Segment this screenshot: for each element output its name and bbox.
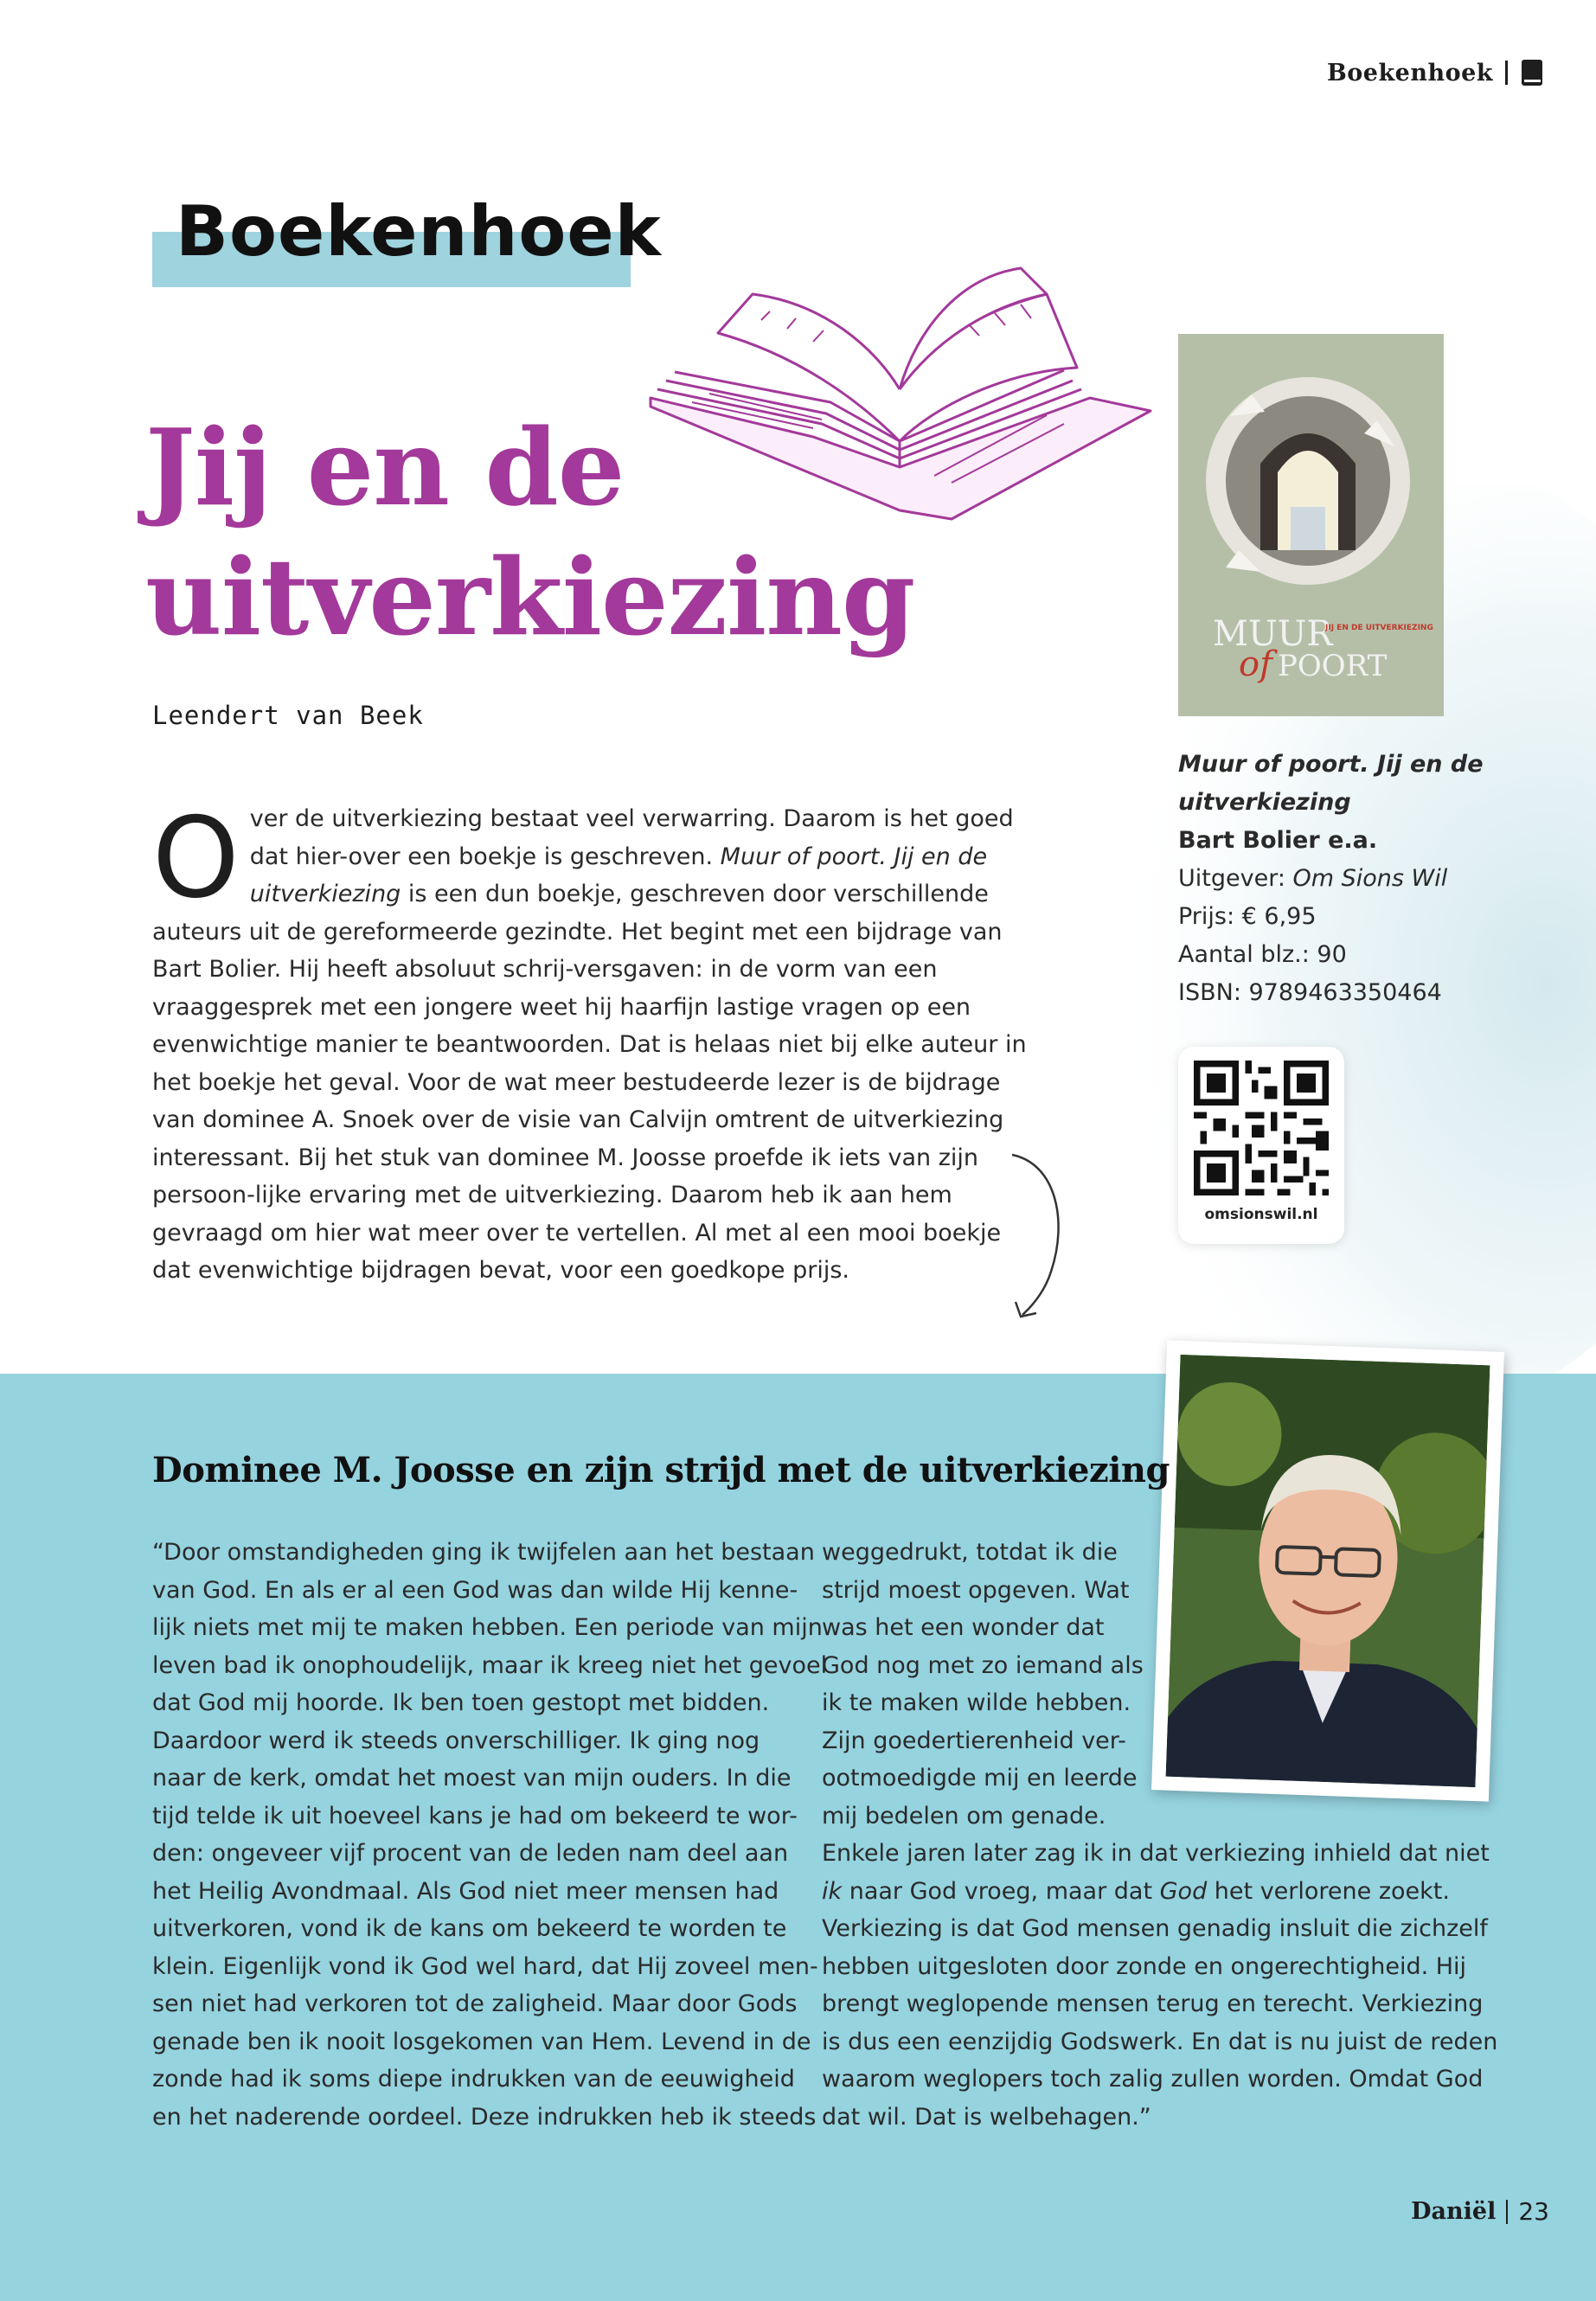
text-line: strijd moest opgeven. Wat [822, 1576, 1130, 1604]
text-line: van God. En als er al een God was dan wilde Hij kenne- [152, 1576, 798, 1604]
text-line: brengt weglopende mensen terug en terecht. Verkiezing [822, 1990, 1484, 2017]
page-number: 23 [1518, 2197, 1549, 2226]
cover-title: POORT [1278, 649, 1388, 683]
section-tag: Boekenhoek [176, 191, 662, 272]
text-line: en het naderende oordeel. Deze indrukken heb ik steeds [152, 2103, 817, 2131]
text-line: is dus een eenzijdig Godswerk. En dat is nu juist de reden [822, 2028, 1498, 2055]
review-text [152, 794, 1043, 1290]
text-line: ootmoedigde mij en leerde [822, 1765, 1138, 1791]
article-title [145, 402, 1010, 662]
text-line: ik te maken wilde hebben. [822, 1689, 1131, 1716]
text-line: uitverkoren, vond ik de kans om bekeerd te worden te [152, 1915, 787, 1942]
header-divider [1505, 61, 1508, 85]
review-paragraph [152, 794, 1043, 1290]
publisher-label: Uitgever: [1178, 865, 1293, 892]
book-authors: Bart Bolier e.a. [1178, 827, 1378, 854]
text-line: Daardoor werd ik steeds onverschilliger. Ik ging nog [152, 1727, 760, 1754]
header-label: Boekenhoek [1326, 59, 1493, 87]
text-line: klein. Eigenlijk vond ik God wel hard, dat Hij zoveel men- [152, 1952, 818, 1980]
text-line: tijd telde ik uit hoeveel kans je had om bekeerd te wor- [152, 1802, 798, 1830]
page-footer [1411, 2197, 1549, 2226]
magazine-name: Daniël [1411, 2198, 1497, 2225]
curved-arrow-icon [1003, 1150, 1073, 1324]
cover-title: MUUR [1213, 614, 1333, 654]
text-line: zonde had ik soms diepe indrukken van de eeuwigheid [152, 2066, 795, 2093]
text-line: weggedrukt, totdat ik die [822, 1539, 1118, 1566]
book-title: Muur of poort. Jij en de uitverkiezing [1178, 751, 1484, 816]
text-line: hebben uitgesloten door zonde en ongerechtigheid. Hij [822, 1952, 1467, 1980]
running-header [1327, 59, 1544, 87]
footer-divider [1506, 2200, 1508, 2224]
publisher-name: Om Sions Wil [1292, 865, 1448, 892]
text-line: den: ongeveer vijf procent van de leden nam deel aan [152, 1840, 789, 1867]
text-line: naar de kerk, omdat het moest van mijn ouders. In die [152, 1765, 792, 1791]
text-line: was het een wonder dat [822, 1614, 1105, 1641]
book-isbn: ISBN: 9789463350464 [1178, 979, 1442, 1006]
cover-title-of: of [1239, 644, 1272, 684]
emphasis: God [1159, 1877, 1208, 1905]
text-line: mij bedelen om genade. [822, 1802, 1106, 1830]
qr-card[interactable] [1178, 1047, 1344, 1244]
title-line: uitverkiezing [145, 535, 915, 659]
text-line: dat God mij hoorde. Ik ben toen gestopt met bidden. [152, 1689, 770, 1716]
review-text-part: is een dun boekje, geschreven door verschillende auteurs uit de gereformeerde gezindte. Het begint met een bijdrage van Bart Bolier. Hij heeft absoluut schrij-versgaven: in de vorm van een vraaggesprek met een jongere weet hij haarfijn lastige vragen op een evenwichtige manier te beantwoorden. Dat is helaas niet bij elke auteur in het boekje het geval. Voor de wat meer bestudeerde lezer is de bijdrage van dominee A. Snoek over de visie van Calvijn omtrent de uitverkiezing interessant. Bij het stuk van dominee M. Joosse proefde ik iets van zijn persoon-lijke ervaring met de uitverkiezing. Daarom heb ik aan hem gevraagd om hier wat meer over te vertellen. Al met al een mooi boekje dat evenwichtige bijdragen bevat, voor een goedkope prijs. [152, 881, 1027, 1284]
book-info [1178, 746, 1542, 1012]
text-part: naar God vroeg, maar dat [842, 1877, 1160, 1905]
text-line: “Door omstandigheden ging ik twijfelen aan het bestaan [152, 1539, 815, 1566]
title-line: Jij en de [145, 405, 625, 529]
cover-tagline: JIJ EN DE UITVERKIEZING [1325, 624, 1433, 632]
text-line: Verkiezing is dat God mensen genadig insluit die zichzelf [822, 1915, 1488, 1942]
text-line: Zijn goedertierenheid ver- [822, 1727, 1126, 1754]
interview-column-2 [822, 1534, 1498, 2136]
text-line: het Heilig Avondmaal. Als God niet meer mensen had [152, 1877, 779, 1905]
book-pages: Aantal blz.: 90 [1178, 941, 1347, 968]
text-line: God nog met zo iemand als [822, 1651, 1144, 1679]
qr-code-icon [1194, 1059, 1329, 1197]
text-line [822, 1873, 1479, 1911]
text-line: Enkele jaren later zag ik in dat verkiezing inhield dat niet [822, 1840, 1490, 1867]
text-line: genade ben ik nooit losgekomen van Hem. Levend in de [152, 2028, 811, 2055]
interview-column-1 [152, 1534, 828, 2136]
text-line: waarom weglopers toch zalig zullen worden. Omdat God [822, 2066, 1484, 2093]
text-line: leven bad ik onophoudelijk, maar ik kreeg niet het gevoel [152, 1651, 828, 1679]
interview-title: Dominee M. Joosse en zijn strijd met de uitverkiezing [152, 1450, 1170, 1490]
book-cover-art [1178, 334, 1444, 716]
book-cover [1178, 334, 1444, 716]
drop-cap: O [152, 794, 240, 923]
book-icon [1520, 59, 1544, 87]
qr-caption: omsionswil.nl [1204, 1206, 1318, 1223]
emphasis: ik [822, 1877, 843, 1905]
review-text-part: ver de uitverkiezing bestaat veel verwarring. Daarom is het goed dat hier-over een boekje is geschreven. [249, 805, 1014, 870]
text-line: dat wil. Dat is welbehagen.” [822, 2103, 1151, 2131]
text-part: het verlorene zoekt. [1207, 1877, 1450, 1905]
book-price: Prijs: € 6,95 [1178, 903, 1317, 930]
book-publisher [1178, 860, 1542, 898]
book-title-inline: Muur of poort. Jij en de uitverkiezing [249, 843, 988, 907]
text-line: sen niet had verkoren tot de zaligheid. Maar door Gods [152, 1990, 798, 2017]
article-author: Leendert van Beek [152, 701, 424, 730]
text-line: lijk niets met mij te maken hebben. Een periode van mijn [152, 1614, 823, 1641]
